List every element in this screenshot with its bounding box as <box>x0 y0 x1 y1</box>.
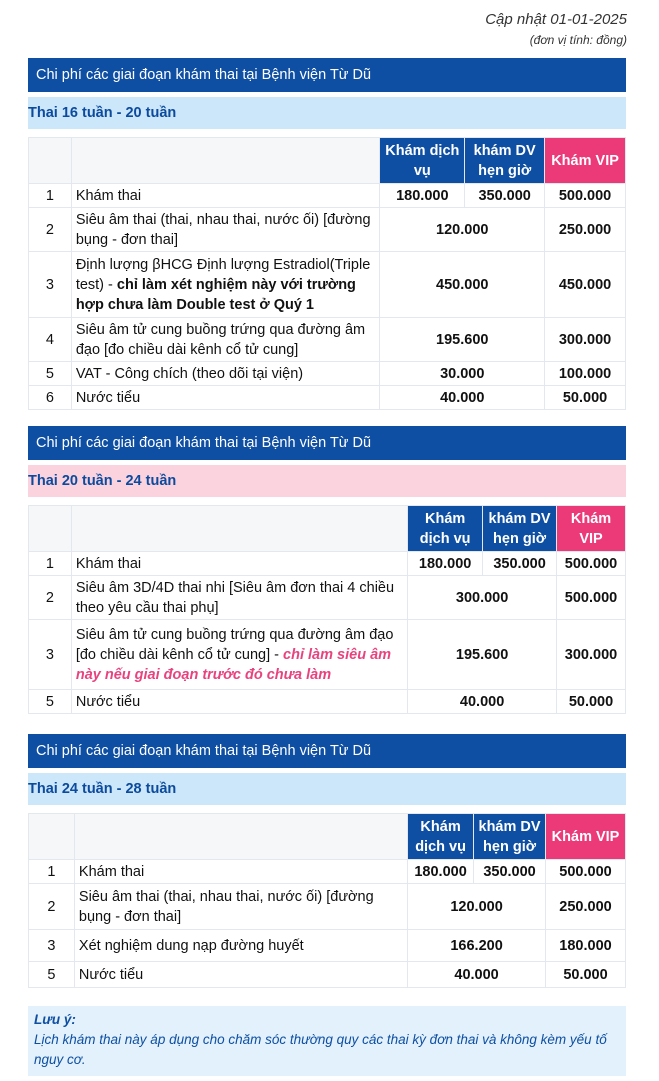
table-row <box>29 620 626 690</box>
note-text: Lịch khám thai này áp dụng cho chăm sóc thường quy các thai kỳ đơn thai và không kèm yếu tố nguy cơ. <box>34 1032 607 1067</box>
row-number: 5 <box>29 962 75 988</box>
table-row <box>29 930 626 962</box>
table-row <box>29 208 626 252</box>
price-merged: 195.600 <box>380 318 545 362</box>
price-merged: 120.000 <box>380 208 545 252</box>
price-service: 180.000 <box>408 860 474 884</box>
header-blank <box>74 814 407 860</box>
row-number: 1 <box>29 860 75 884</box>
row-desc: Nước tiểu <box>74 962 407 988</box>
row-desc: Siêu âm 3D/4D thai nhi [Siêu âm đơn thai 4 chiều theo yêu cầu thai phụ] <box>71 576 407 620</box>
table-row <box>29 860 626 884</box>
price-appointment: 350.000 <box>465 184 545 208</box>
table-row <box>29 184 626 208</box>
price-appointment: 350.000 <box>474 860 546 884</box>
table-row <box>29 962 626 988</box>
col-vip: Khám VIP <box>545 138 626 184</box>
section-16-20 <box>28 58 626 410</box>
header-blank <box>29 138 72 184</box>
row-desc: Nước tiểu <box>71 690 407 714</box>
row-number: 5 <box>29 362 72 386</box>
price-service: 180.000 <box>380 184 465 208</box>
price-table <box>28 813 626 988</box>
note-title: Lưu ý: <box>34 1012 76 1027</box>
price-vip: 250.000 <box>546 884 626 930</box>
section-title: Chi phí các giai đoạn khám thai tại Bệnh viện Từ Dũ <box>28 734 626 768</box>
stage-title: Thai 16 tuần - 20 tuần <box>28 97 626 129</box>
row-number: 3 <box>29 620 72 690</box>
price-vip: 500.000 <box>557 552 626 576</box>
price-vip: 500.000 <box>557 576 626 620</box>
price-vip: 300.000 <box>557 620 626 690</box>
price-merged: 450.000 <box>380 252 545 318</box>
price-service: 180.000 <box>408 552 483 576</box>
note-box <box>28 1006 626 1076</box>
price-vip: 50.000 <box>557 690 626 714</box>
price-appointment: 350.000 <box>483 552 557 576</box>
price-vip: 100.000 <box>545 362 626 386</box>
header-blank <box>29 506 72 552</box>
header-blank <box>29 814 75 860</box>
price-vip: 50.000 <box>546 962 626 988</box>
row-number: 5 <box>29 690 72 714</box>
col-appointment: khám DV hẹn giờ <box>483 506 557 552</box>
price-vip: 500.000 <box>545 184 626 208</box>
price-merged: 40.000 <box>408 690 557 714</box>
col-service: Khám dịch vụ <box>408 814 474 860</box>
row-desc <box>71 620 407 690</box>
row-desc-bold: chỉ làm xét nghiệm này với trường hợp chưa làm Double test ở Quý 1 <box>75 276 356 313</box>
row-number: 1 <box>29 552 72 576</box>
row-number: 6 <box>29 386 72 410</box>
price-vip: 500.000 <box>546 860 626 884</box>
price-table <box>28 505 626 714</box>
table-row <box>29 884 626 930</box>
row-desc-text: Định lượng βHCG Định lượng Estradiol(Triple test) - <box>75 256 371 293</box>
table-row <box>29 252 626 318</box>
row-desc: Siêu âm thai (thai, nhau thai, nước ối) [đường bụng - đơn thai] <box>71 208 380 252</box>
row-desc: Xét nghiệm dung nạp đường huyết <box>74 930 407 962</box>
price-merged: 300.000 <box>408 576 557 620</box>
header-blank <box>71 506 407 552</box>
table-row <box>29 386 626 410</box>
price-vip: 50.000 <box>545 386 626 410</box>
row-number: 2 <box>29 208 72 252</box>
section-title: Chi phí các giai đoạn khám thai tại Bệnh viện Từ Dũ <box>28 58 626 92</box>
col-appointment: khám DV hẹn giờ <box>474 814 546 860</box>
col-service: Khám dịch vụ <box>380 138 465 184</box>
price-table <box>28 137 626 410</box>
table-row <box>29 552 626 576</box>
price-merged: 40.000 <box>380 386 545 410</box>
stage-title: Thai 24 tuần - 28 tuần <box>28 773 626 805</box>
price-merged: 40.000 <box>408 962 546 988</box>
row-desc: Siêu âm tử cung buồng trứng qua đường âm đạo [đo chiều dài kênh cổ tử cung] <box>71 318 380 362</box>
row-number: 3 <box>29 930 75 962</box>
price-merged: 166.200 <box>408 930 546 962</box>
update-info <box>485 10 627 48</box>
section-20-24 <box>28 426 626 714</box>
price-merged: 120.000 <box>408 884 546 930</box>
row-desc: Khám thai <box>71 184 380 208</box>
header-blank <box>71 138 380 184</box>
row-desc: Nước tiểu <box>71 386 380 410</box>
price-vip: 180.000 <box>546 930 626 962</box>
col-vip: Khám VIP <box>546 814 626 860</box>
row-number: 1 <box>29 184 72 208</box>
row-number: 3 <box>29 252 72 318</box>
col-vip: Khám VIP <box>557 506 626 552</box>
row-number: 4 <box>29 318 72 362</box>
row-desc: Khám thai <box>74 860 407 884</box>
table-row <box>29 318 626 362</box>
table-row <box>29 576 626 620</box>
col-service: Khám dịch vụ <box>408 506 483 552</box>
price-vip: 250.000 <box>545 208 626 252</box>
table-row <box>29 362 626 386</box>
section-title: Chi phí các giai đoạn khám thai tại Bệnh viện Từ Dũ <box>28 426 626 460</box>
stage-title: Thai 20 tuần - 24 tuần <box>28 465 626 497</box>
row-desc: Siêu âm thai (thai, nhau thai, nước ối) [đường bụng - đơn thai] <box>74 884 407 930</box>
row-number: 2 <box>29 884 75 930</box>
table-row <box>29 690 626 714</box>
price-vip: 300.000 <box>545 318 626 362</box>
row-desc-highlight: chỉ làm siêu âm này nếu giai đoạn trước đó chưa làm <box>75 646 392 683</box>
col-appointment: khám DV hẹn giờ <box>465 138 545 184</box>
row-desc-text: Siêu âm tử cung buồng trứng qua đường âm đạo [đo chiều dài kênh cổ tử cung] - <box>75 626 394 663</box>
row-number: 2 <box>29 576 72 620</box>
price-vip: 450.000 <box>545 252 626 318</box>
row-desc: Khám thai <box>71 552 407 576</box>
row-desc <box>71 252 380 318</box>
currency-unit: (đơn vị tính: đồng) <box>529 33 627 47</box>
price-merged: 30.000 <box>380 362 545 386</box>
row-desc: VAT - Công chích (theo dõi tại viện) <box>71 362 380 386</box>
price-merged: 195.600 <box>408 620 557 690</box>
updated-date: Cập nhật 01-01-2025 <box>485 11 627 28</box>
section-24-28 <box>28 734 626 988</box>
